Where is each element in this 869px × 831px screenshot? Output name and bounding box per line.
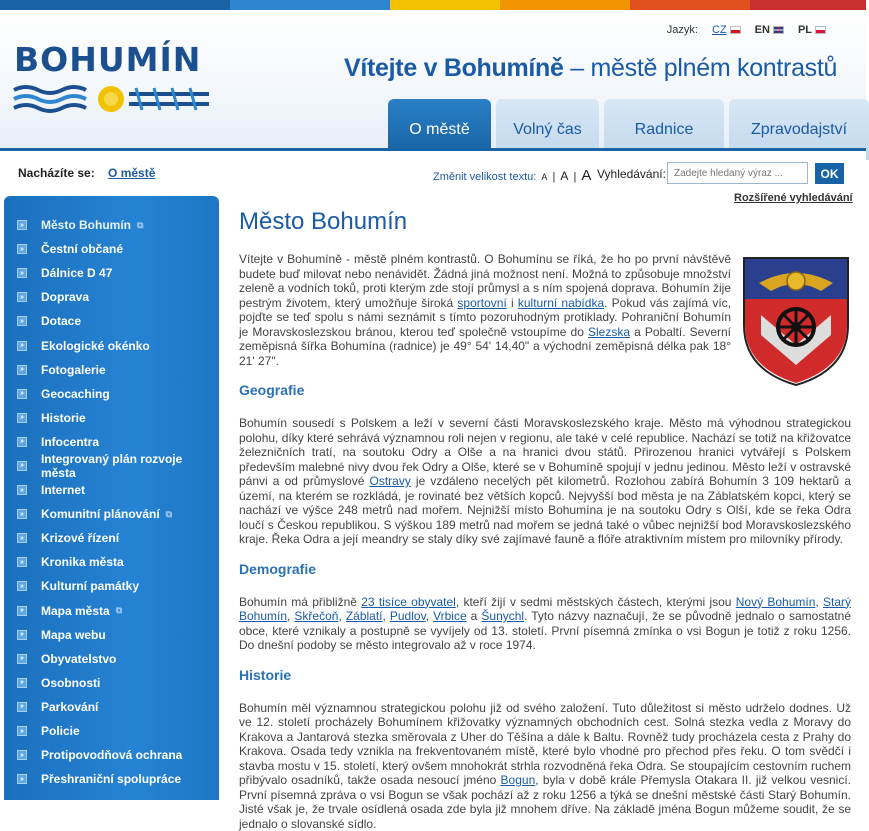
section-heading-geografie: Geografie — [239, 382, 851, 398]
sidebar-item[interactable] — [4, 430, 219, 454]
demografie-text-8: a — [467, 609, 482, 623]
tab-radnice[interactable]: Radnice — [604, 99, 724, 160]
sidebar-item[interactable] — [4, 695, 219, 719]
sidebar-item-label: Internet — [41, 483, 85, 497]
site-header — [0, 10, 866, 150]
sidebar-item[interactable] — [4, 574, 219, 598]
sidebar-item[interactable] — [4, 550, 219, 574]
sidebar-bullet-icon: » — [17, 220, 27, 230]
sidebar-item-label: Dálnice D 47 — [41, 266, 112, 280]
search-button[interactable]: OK — [815, 163, 844, 184]
intro-paragraph — [239, 252, 851, 368]
sidebar-item-label: Mapa města — [41, 604, 110, 618]
site-logo[interactable]: BOHUMÍN — [14, 40, 201, 79]
lang-cz[interactable] — [712, 24, 741, 36]
link-vrbice[interactable]: Vrbice — [433, 609, 467, 623]
sidebar-item[interactable] — [4, 671, 219, 695]
sidebar-item[interactable] — [4, 358, 219, 382]
sidebar-item-label: Kulturní památky — [41, 579, 139, 593]
lang-pl-link[interactable]: PL — [798, 24, 812, 36]
font-size-switcher — [433, 167, 591, 184]
sidebar-item[interactable] — [4, 213, 219, 237]
pl-flag-icon — [815, 26, 826, 34]
sidebar-bullet-icon: » — [17, 654, 27, 664]
sidebar-item-label: Geocaching — [41, 387, 110, 401]
demografie-text-1: Bohumín má přibližně — [239, 595, 361, 609]
link-skrecon[interactable]: Skřečoň — [294, 609, 338, 623]
link-slezska[interactable]: Slezska — [588, 325, 630, 339]
link-ostravy[interactable]: Ostravy — [369, 474, 410, 488]
demografie-text-4: , — [287, 609, 294, 623]
sidebar-bullet-icon: » — [17, 437, 27, 447]
link-zablati[interactable]: Záblatí — [346, 609, 383, 623]
sidebar-bullet-icon: » — [17, 581, 27, 591]
uk-flag-icon — [773, 26, 784, 34]
tagline-bold: Vítejte v Bohumíně — [344, 54, 564, 82]
intro-text-3: . Pokud vás zajímá víc, pojďte se teď spolu s námi seznámit s tímto pozoruhodným protiklady. Pohraniční Bohumín je Moravskoslezskou bránou, kterou teď společně vstoupíme do — [239, 296, 731, 339]
tab-o-meste[interactable]: O městě — [388, 99, 491, 160]
sidebar-bullet-icon: » — [17, 630, 27, 640]
historie-text-1: Bohumín měl významnou strategickou polohu již od svého založení. Tuto důležitost si město udrželo dodnes. Už ve 12. století procházely Bohumínem křižovatky významných obchodních cest. Solná stezka vedla z Moravy do Krakova a Jantarová stezka směrovala z Uher do Těšína a dále k Baltu. Rovněž tudy procházela cesta z Prahy do Krakova. Osada tedy vznikla na frekventovaném místě, které bylo vhodné pro přechod přes řeku. O tom svědčí i stavba mostu v 15. století, který ovšem mnohokrát strhla rozvodněná řeka Odra. Se stoupajícím cestovním ruchem přibývalo osadníků, takže osada nesoucí jméno — [239, 701, 851, 788]
sidebar-bullet-icon: » — [17, 702, 27, 712]
sidebar-bullet-icon: » — [17, 341, 27, 351]
sidebar-item[interactable] — [4, 478, 219, 502]
sidebar-item-label: Osobnosti — [41, 676, 100, 690]
sidebar-bullet-icon: » — [17, 726, 27, 736]
sidebar-bullet-icon: » — [17, 461, 27, 471]
geografie-text-2: je vzdáleno necelých pět kilometrů. Rozlohou zabírá Bohumín 3 109 hektarů a území, na kterém se rozkládá, je rovinaté bez větších kopců. Nejvyšší bod města je na Záblatském kopci, který se nachází ve výšce 248 metrů nad mořem. Nejnižší místo Bohumína je na soutoku Odry s Olší, kde se řeka Odra loučí s Českou republikou. S výškou 189 metrů nad mořem se jedná také o vůbec nejnižší bod Moravskoslezského kraje. Řeka Odra a její meandry se staly díky své zajímavé fauně a flóře atraktivním místem pro milovníky přírody. — [239, 474, 851, 546]
external-link-icon: ⧉ — [166, 509, 172, 520]
logo-waves-graphic — [14, 82, 209, 118]
cz-flag-icon — [730, 26, 741, 34]
search-input[interactable] — [667, 162, 808, 184]
sidebar-item-label: Doprava — [41, 290, 89, 304]
sidebar-bullet-icon: » — [17, 292, 27, 302]
intro-text-1: Vítejte v Bohumíně - městě plném kontrastů. O Bohumínu se říká, že ho po první návštěvě budete buď milovat nebo nenávidět. Žádná jiná možnost není. Možná to způsobuje množství zeleně a vodních toků, proti kterým zde stojí průmysl a s ním spojená doprava. Bohumín žije pestrým životem, který umožňuje široká — [239, 252, 731, 310]
sidebar-bullet-icon: » — [17, 365, 27, 375]
sidebar-item-label: Krizové řízení — [41, 531, 119, 545]
font-size-large[interactable]: A — [581, 167, 591, 184]
sidebar-item-label: Infocentra — [41, 435, 99, 449]
font-size-medium[interactable]: A — [560, 169, 568, 183]
sidebar-item[interactable] — [4, 767, 219, 791]
breadcrumb-current-link[interactable]: O městě — [108, 166, 155, 180]
sidebar-item-label: Mapa webu — [41, 628, 106, 642]
demografie-text-5: , — [338, 609, 345, 623]
language-label: Jazyk: — [667, 24, 698, 36]
page-title: Město Bohumín — [239, 208, 851, 236]
sidebar-bullet-icon: » — [17, 774, 27, 784]
sidebar-item[interactable] — [4, 526, 219, 550]
external-link-icon: ⧉ — [116, 605, 122, 616]
sidebar-item-label: Historie — [41, 411, 86, 425]
font-size-label: Změnit velikost textu: — [433, 171, 536, 183]
external-link-icon: ⧉ — [137, 220, 143, 231]
lang-en[interactable] — [755, 24, 784, 36]
tab-zpravodajstvi[interactable]: Zpravodajství — [729, 99, 869, 160]
sidebar-bullet-icon: » — [17, 268, 27, 278]
search-label: Vyhledávání: — [597, 167, 666, 181]
tab-volny-cas[interactable]: Volný čas — [496, 99, 599, 160]
sidebar-item[interactable] — [4, 285, 219, 309]
coat-of-arms-image — [741, 255, 851, 387]
demografie-text-2: , kteří žijí v sedmi městských částech, kterými jsou — [456, 595, 736, 609]
demografie-text-7: , — [426, 609, 433, 623]
link-obyvatel[interactable]: 23 tisíce obyvatel — [361, 595, 456, 609]
font-size-sep-1: | — [552, 171, 555, 183]
sidebar-bullet-icon: » — [17, 389, 27, 399]
historie-text-2: , byla v době krále Přemysla Otakara II. již velkou vesnicí. První písemná zpráva o vsi Bogun se však pochází až z roku 1256 a týká se dnešní městské části Starý Bohumín. Jisté však je, že trvale osídlená osada zde byla již mnohem dříve. Na základě jména Bogun můžeme soudit, že se jednalo o slovanské sídlo. — [239, 773, 851, 831]
tagline-rest: – městě plném kontrastů — [564, 54, 838, 82]
font-size-sep-2: | — [573, 171, 576, 183]
sidebar-list — [4, 196, 219, 791]
section-heading-demografie: Demografie — [239, 561, 851, 577]
site-tagline — [344, 54, 837, 83]
sidebar-item[interactable] — [4, 454, 219, 478]
lang-en-link[interactable]: EN — [755, 24, 770, 36]
sidebar-item[interactable] — [4, 406, 219, 430]
sidebar-item-label: Dotace — [41, 314, 81, 328]
link-stary-bohumin[interactable]: Starý Bohumín — [239, 595, 851, 624]
main-content — [239, 208, 851, 831]
sidebar-bullet-icon: » — [17, 413, 27, 423]
sidebar-item-label: Integrovaný plán rozvoje města — [41, 452, 219, 480]
link-sportovni[interactable]: sportovní — [457, 296, 506, 310]
font-size-small[interactable]: A — [541, 172, 547, 182]
sidebar-item[interactable] — [4, 237, 219, 261]
link-pudlov[interactable]: Pudlov — [390, 609, 426, 623]
sidebar-item[interactable] — [4, 261, 219, 285]
sidebar-nav — [4, 196, 219, 800]
demografie-paragraph — [239, 595, 851, 653]
sidebar-item[interactable] — [4, 623, 219, 647]
sidebar-item-label: Ekologické okénko — [41, 339, 150, 353]
sidebar-item-label: Komunitní plánování — [41, 507, 160, 521]
advanced-search-link[interactable]: Rozšířené vyhledávání — [734, 192, 853, 204]
sidebar-item[interactable] — [4, 382, 219, 406]
link-bogun[interactable]: Bogun — [501, 773, 536, 787]
sidebar-bullet-icon: » — [17, 557, 27, 567]
breadcrumb — [18, 166, 155, 180]
sidebar-item-label: Obyvatelstvo — [41, 652, 116, 666]
sidebar-bullet-icon: » — [17, 244, 27, 254]
sidebar-bullet-icon: » — [17, 485, 27, 495]
demografie-text-9: . Tyto názvy naznačují, že se původně jednalo o samostatné obce, které vznikaly a postupně se vyvíjely od 13. století. První písemná zmínka o vsi Bogun je totiž z roku 1256. Do dnešní podoby se město integrovalo až v roce 1974. — [239, 609, 851, 652]
sidebar-item[interactable] — [4, 719, 219, 743]
sidebar-bullet-icon: » — [17, 678, 27, 688]
link-kulturni-nabidka[interactable]: kulturní nabídka — [518, 296, 604, 310]
lang-pl[interactable] — [798, 24, 826, 36]
sidebar-bullet-icon: » — [17, 509, 27, 519]
sidebar-item-label: Přeshraniční spolupráce — [41, 772, 181, 786]
utility-bar — [0, 151, 866, 201]
sidebar-item-label: Fotogalerie — [41, 363, 106, 377]
sidebar-bullet-icon: » — [17, 606, 27, 616]
demografie-text-6: , — [383, 609, 390, 623]
historie-paragraph — [239, 701, 851, 831]
intro-text-4: a Pobaltí. Severní zeměpisná šířka Bohumína (radnice) je 49° 54' 14,40" a východní zeměpisná délka pak 18° 21' 27". — [239, 325, 731, 368]
demografie-text-3: , — [815, 595, 823, 609]
link-novy-bohumin[interactable]: Nový Bohumín — [736, 595, 816, 609]
sidebar-item[interactable] — [4, 333, 219, 357]
geografie-text-1: Bohumín sousedí s Polskem a leží v severní části Moravskoslezského kraje. Město má výhodnou strategickou polohu, díky které sehrává významnou roli nejen v regionu, ale také v celé republice. Nachází se totiž na křižovatce železničních tratí, na soutoku Odry a Olše a na hranici dvou států. Přirozenou hranici vytvářejí s Polskem především malebné nivy dvou řek Odry a Olše, které se v Bohumíně spojují v jednu jedinou. Město leží v ostravské pánvi a od průmyslové — [239, 416, 851, 488]
intro-text-2: i — [507, 296, 518, 310]
sidebar-item[interactable] — [4, 647, 219, 671]
sidebar-bullet-icon: » — [17, 316, 27, 326]
sidebar-item[interactable] — [4, 502, 219, 526]
geografie-paragraph — [239, 416, 851, 547]
sidebar-bullet-icon: » — [17, 533, 27, 543]
sidebar-item-label: Kronika města — [41, 555, 124, 569]
breadcrumb-label: Nacházíte se: — [18, 166, 95, 180]
sidebar-item[interactable] — [4, 599, 219, 623]
sidebar-item[interactable] — [4, 309, 219, 333]
link-sunychl[interactable]: Šunychl — [481, 609, 524, 623]
top-color-stripe — [0, 0, 866, 10]
sidebar-item[interactable] — [4, 743, 219, 767]
sidebar-bullet-icon: » — [17, 750, 27, 760]
sidebar-item-label: Policie — [41, 724, 80, 738]
sidebar-item-label: Parkování — [41, 700, 98, 714]
sidebar-item-label: Protipovodňová ochrana — [41, 748, 182, 762]
sidebar-item-label: Město Bohumín — [41, 218, 131, 232]
sidebar-item-label: Čestní občané — [41, 242, 123, 256]
language-switcher — [667, 24, 826, 36]
section-heading-historie: Historie — [239, 667, 851, 683]
lang-cz-link[interactable]: CZ — [712, 24, 727, 36]
